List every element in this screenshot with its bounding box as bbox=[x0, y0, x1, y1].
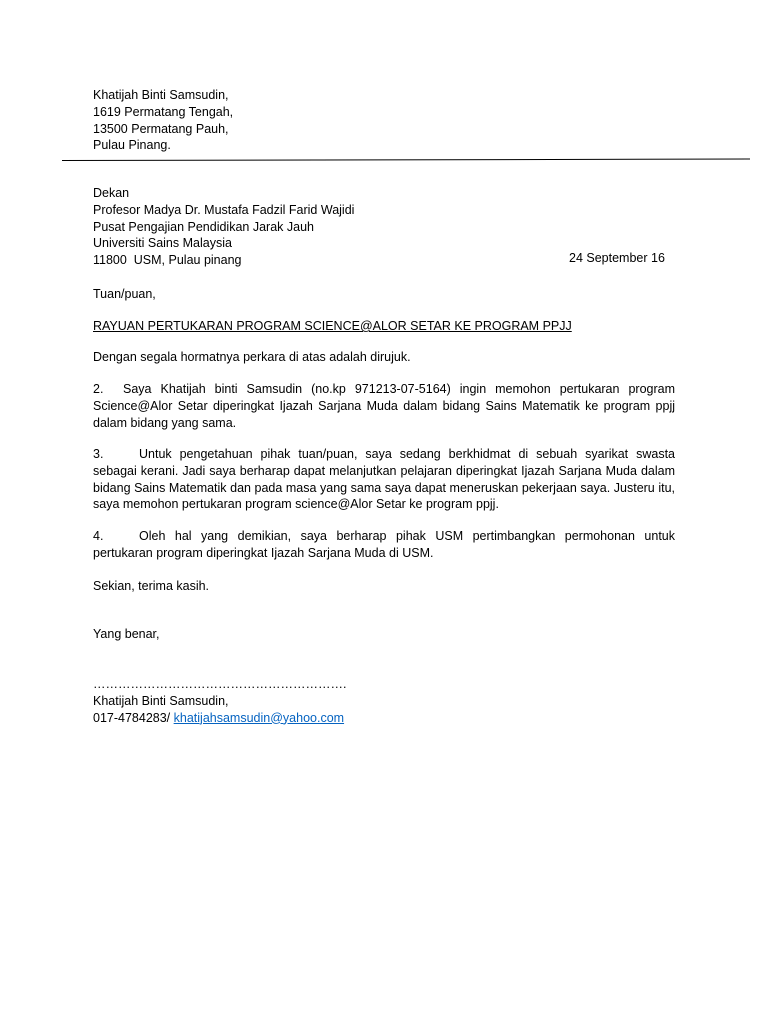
letter-subject: RAYUAN PERTUKARAN PROGRAM SCIENCE@ALOR SETAR KE PROGRAM PPJJ bbox=[93, 319, 572, 333]
sign-off: Yang benar, bbox=[93, 627, 160, 641]
recipient-postcode-city: 11800 USM, Pulau pinang bbox=[93, 253, 242, 268]
salutation: Tuan/puan, bbox=[93, 287, 156, 301]
paragraph-3-number: 3. bbox=[93, 447, 104, 461]
paragraph-2-number: 2. bbox=[93, 382, 104, 396]
paragraph-4-number: 4. bbox=[93, 529, 104, 543]
opening-line: Dengan segala hormatnya perkara di atas adalah dirujuk. bbox=[93, 350, 411, 364]
header-divider bbox=[62, 159, 750, 161]
sender-name: Khatijah Binti Samsudin, bbox=[93, 88, 229, 102]
recipient-department: Pusat Pengajian Pendidikan Jarak Jauh bbox=[93, 219, 314, 234]
paragraph-3 bbox=[93, 446, 675, 513]
recipient-name: Profesor Madya Dr. Mustafa Fadzil Farid Wajidi bbox=[93, 202, 355, 217]
contact-phone: 017-4784283/ bbox=[93, 710, 174, 725]
signature-line: ……………………………………………………. bbox=[93, 677, 347, 691]
paragraph-4 bbox=[93, 528, 675, 562]
paragraph-2-text: Saya Khatijah binti Samsudin (no.kp 971213-07-5164) ingin memohon pertukaran program Science@Alor Setar diperingkat Ijazah Sarjana Muda dalam bidang Sains Matematik ke program ppjj dalam bidang yang sama. bbox=[93, 382, 675, 430]
sender-address-line-2: 13500 Permatang Pauh, bbox=[93, 121, 229, 136]
sender-address-line-1: 1619 Permatang Tengah, bbox=[93, 104, 234, 119]
recipient-university: Universiti Sains Malaysia bbox=[93, 236, 232, 251]
closing-line: Sekian, terima kasih. bbox=[93, 579, 210, 593]
contact-line bbox=[93, 710, 675, 727]
recipient-title: Dekan bbox=[93, 186, 130, 200]
paragraph-4-text: Oleh hal yang demikian, saya berharap pihak USM pertimbangkan permohonan untuk pertukaran program diperingkat Ijazah Sarjana Muda di USM. bbox=[93, 529, 675, 560]
contact-email-link[interactable]: khatijahsamsudin@yahoo.com bbox=[173, 710, 345, 725]
paragraph-2 bbox=[93, 381, 675, 431]
paragraph-3-text: Untuk pengetahuan pihak tuan/puan, saya sedang berkhidmat di sebuah syarikat swasta sebagai kerani. Jadi saya berharap dapat melanjutkan pelajaran diperingkat Ijazah Sarjana Muda dalam bidang Sains Matematik dan pada masa yang sama saya dapat meneruskan pekerjaan saya. Justeru itu, saya memohon pertukaran program science@Alor Setar ke program ppjj. bbox=[93, 447, 675, 512]
signer-name: Khatijah Binti Samsudin, bbox=[93, 693, 229, 708]
sender-address bbox=[93, 87, 675, 154]
sender-address-line-3: Pulau Pinang. bbox=[93, 138, 171, 153]
letter-date: 24 September 16 bbox=[569, 251, 665, 265]
signature-area bbox=[93, 676, 675, 726]
